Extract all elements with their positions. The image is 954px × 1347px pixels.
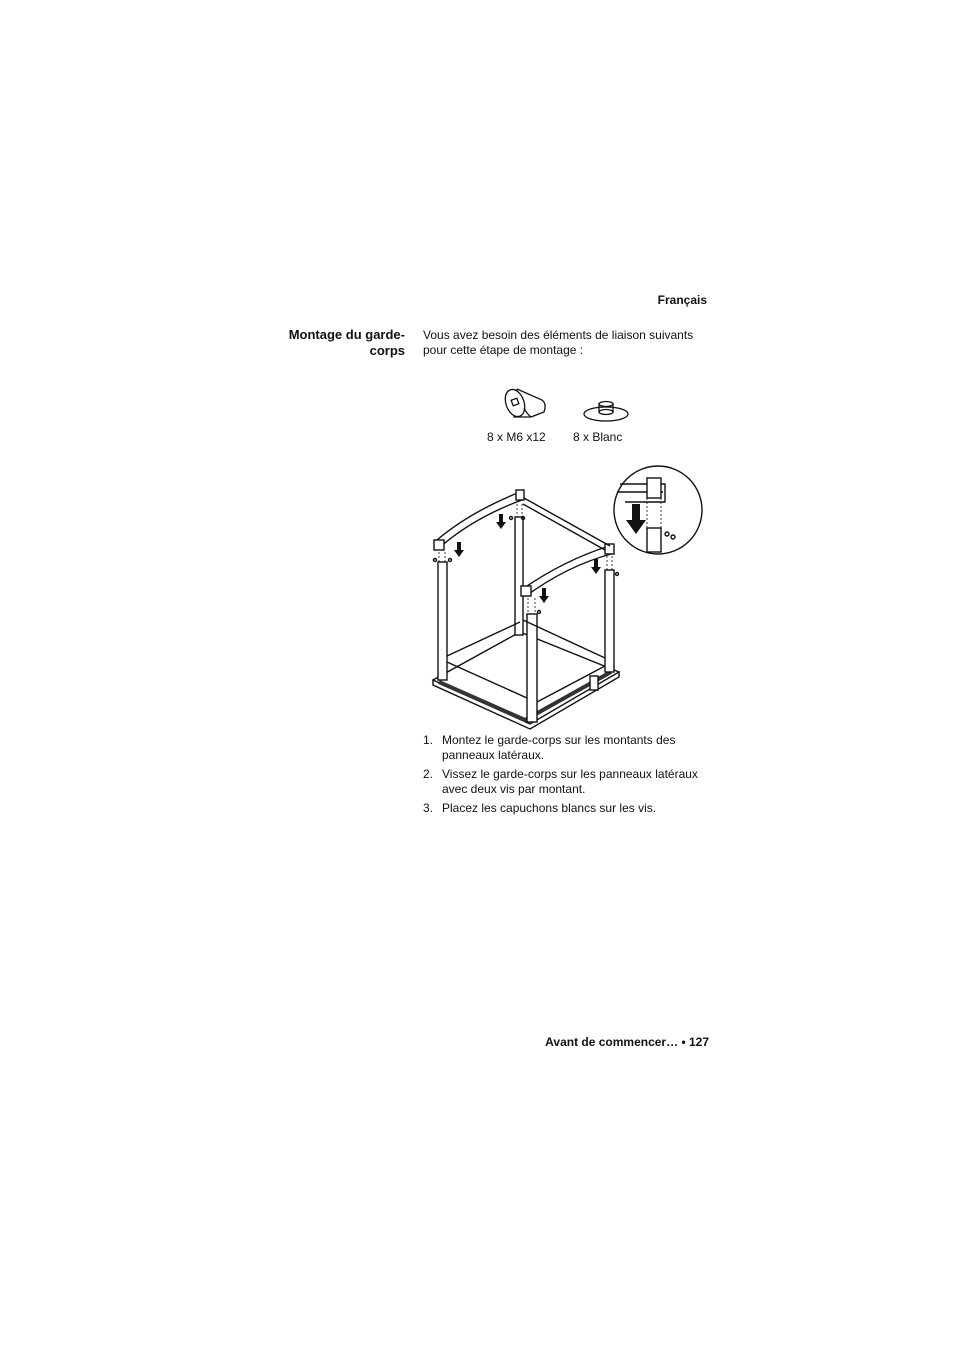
step-item xyxy=(423,801,713,816)
section-title-line: corps xyxy=(369,343,405,358)
arrow-down-icon xyxy=(591,559,601,574)
arrow-down-icon xyxy=(454,542,464,557)
step-number: 1. xyxy=(423,733,434,747)
post-front-right xyxy=(527,614,537,722)
cap-quantity-label: 8 x Blanc xyxy=(573,430,623,444)
step-number: 3. xyxy=(423,801,434,815)
screw-quantity-label: 8 x M6 x12 xyxy=(487,430,546,444)
post-back-left xyxy=(515,517,523,635)
post-back-right xyxy=(605,570,614,672)
detail-magnifier xyxy=(614,466,702,554)
step-text-line: Vissez le garde-corps sur les panneaux latéraux xyxy=(442,767,698,781)
step-number: 2. xyxy=(423,767,434,781)
language-label: Français xyxy=(657,293,707,307)
cap-icon xyxy=(578,378,634,426)
step-item xyxy=(423,767,713,797)
intro-text xyxy=(423,328,713,358)
intro-line: Vous avez besoin des éléments de liaison suivants xyxy=(423,328,694,342)
handrail-left xyxy=(437,492,522,548)
post-front-left xyxy=(438,562,447,680)
parts-list xyxy=(480,378,640,448)
assembly-steps xyxy=(423,733,713,820)
section-title xyxy=(270,327,405,359)
page-footer: Avant de commencer… • 127 xyxy=(545,1035,709,1049)
arrow-down-icon xyxy=(539,588,549,603)
step-text-line: Montez le garde-corps sur les montants des xyxy=(442,733,676,747)
step-item xyxy=(423,733,713,763)
screw-icon xyxy=(490,378,550,426)
step-text-line: panneaux latéraux. xyxy=(442,748,545,762)
step-text-line: Placez les capuchons blancs sur les vis. xyxy=(442,801,657,815)
arrow-down-icon xyxy=(496,514,506,529)
step-text-line: avec deux vis par montant. xyxy=(442,782,586,796)
section-title-line: Montage du garde- xyxy=(288,327,405,342)
assembly-diagram xyxy=(425,462,705,734)
intro-line: pour cette étape de montage : xyxy=(423,343,584,357)
